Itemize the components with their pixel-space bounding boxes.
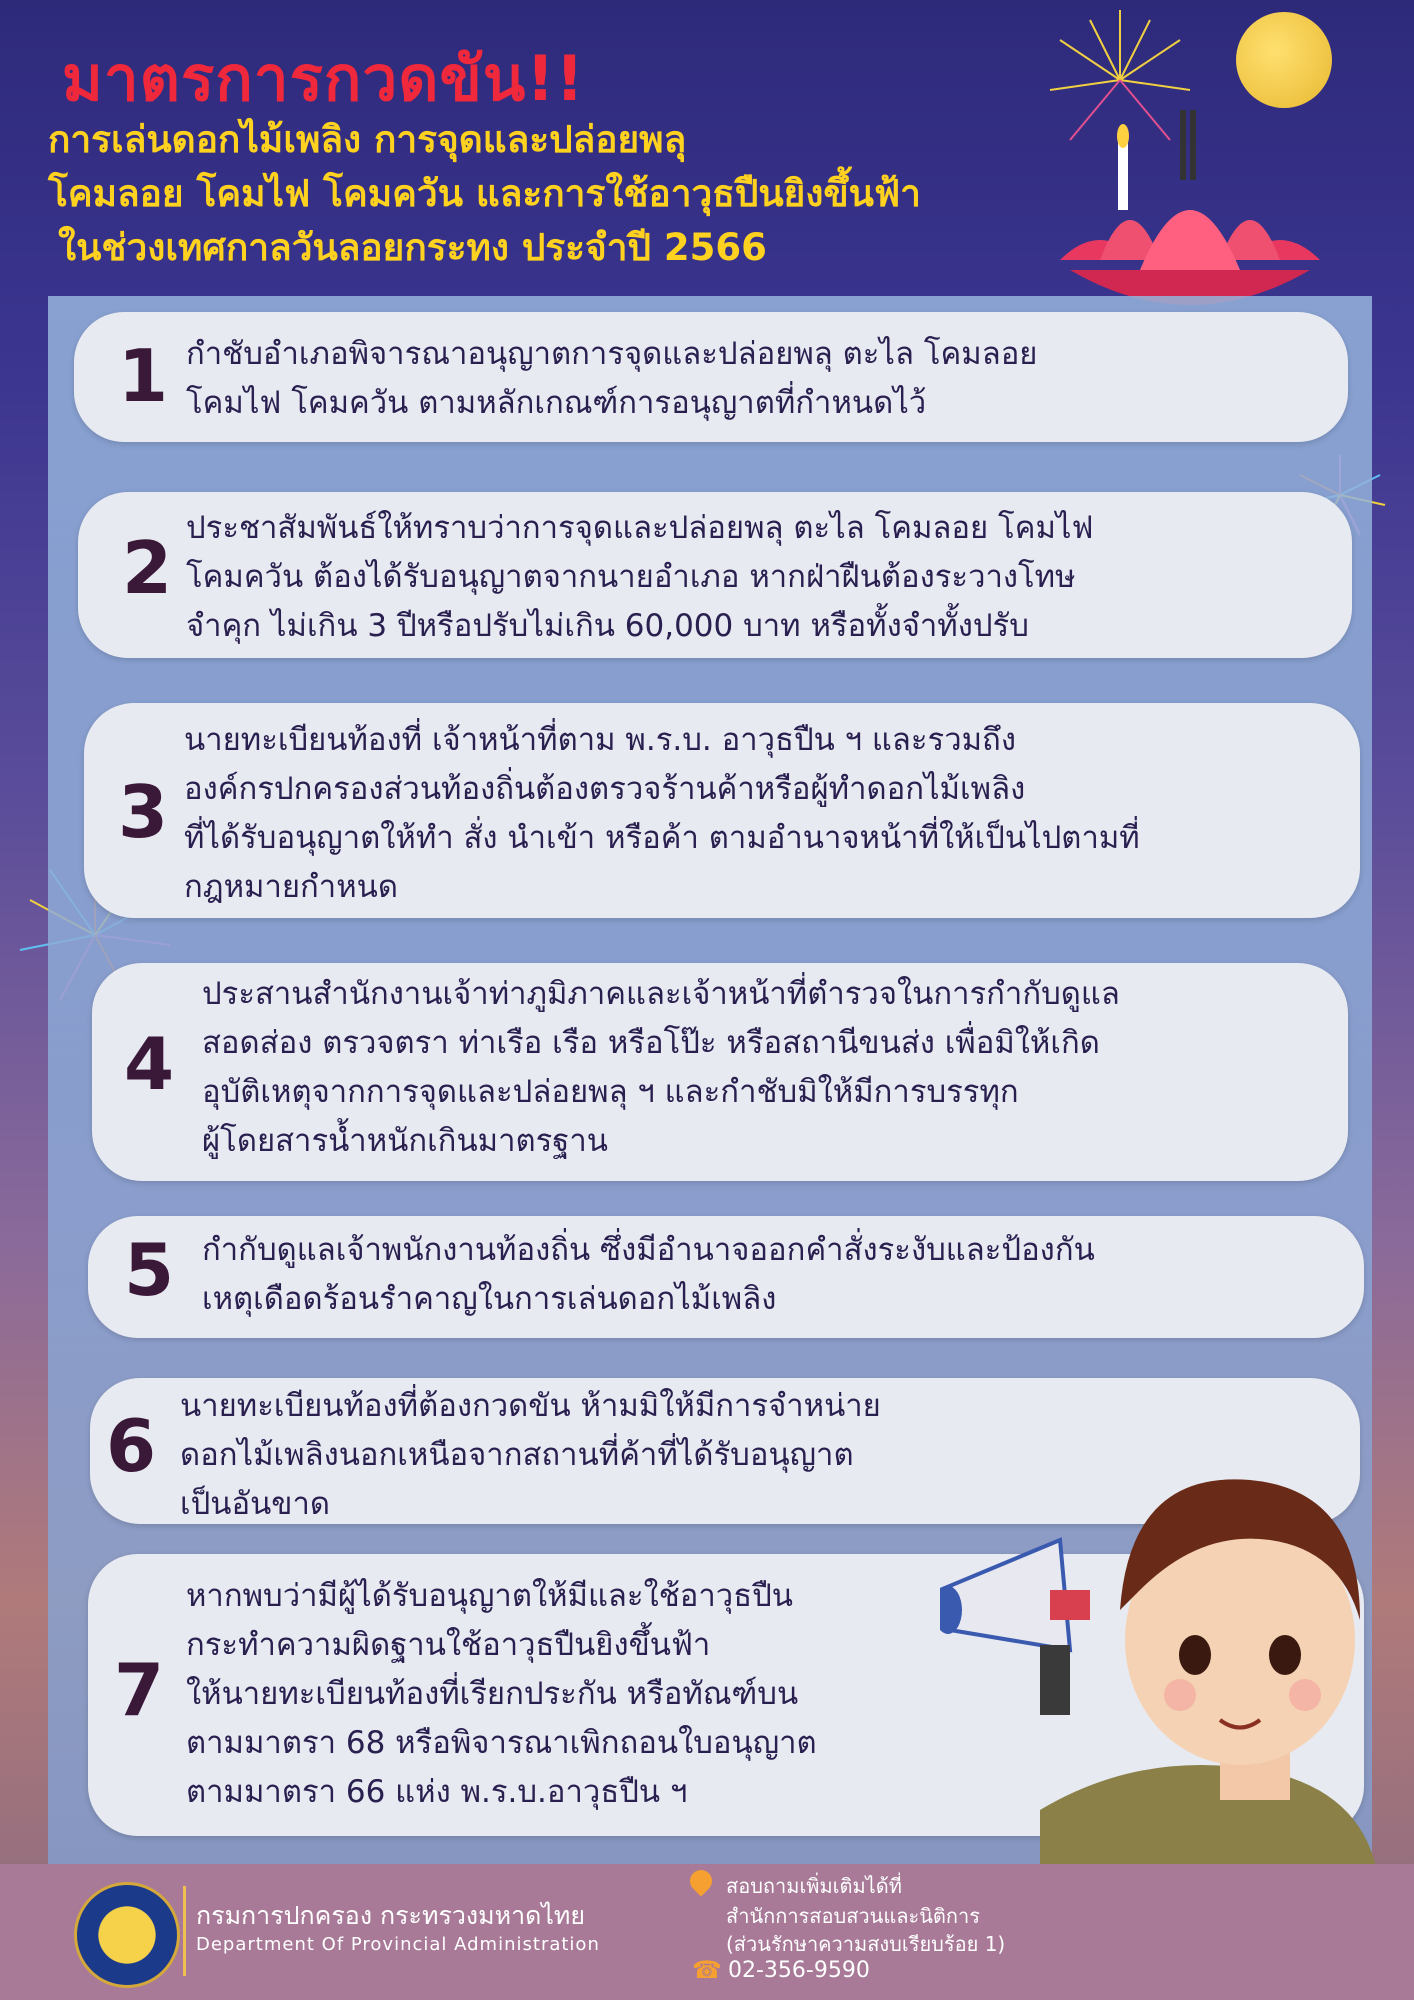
phone-icon: ☎ xyxy=(692,1956,722,1984)
dopa-seal-icon xyxy=(74,1882,180,1988)
page-title: มาตรการกวดขัน!! xyxy=(62,42,585,115)
measure-number-7: 7 xyxy=(114,1648,165,1732)
measure-number-1: 1 xyxy=(118,334,169,418)
measure-text-2: ประชาสัมพันธ์ให้ทราบว่าการจุดและปล่อยพลุ ตะไล โคมลอย โคมไฟ โคมควัน ต้องได้รับอนุญาตจากนายอำเภอ หากฝ่าฝืนต้องระวางโทษ จำคุก ไม่เกิน 3 ปีหรือปรับไม่เกิน 60,000 บาท หรือทั้งจำทั้งปรับ xyxy=(186,510,1094,644)
department-name-en: Department Of Provincial Administration xyxy=(196,1934,600,1955)
subtitle-line-1: การเล่นดอกไม้เพลิง การจุดและปล่อยพลุ xyxy=(48,118,687,161)
footer-divider xyxy=(183,1886,186,1976)
measure-text-4: ประสานสำนักงานเจ้าท่าภูมิภาคและเจ้าหน้าที่ตำรวจในการกำกับดูแล สอดส่อง ตรวจตรา ท่าเรือ เรือ หรือโป๊ะ หรือสถานีขนส่ง เพื่อมิให้เกิด อุบัติเหตุจากการจุดและปล่อยพลุ ฯ และกำชับมิให้มีการบรรทุก ผู้โดยสารน้ำหนักเกินมาตรฐาน xyxy=(202,976,1120,1159)
measure-number-2: 2 xyxy=(122,526,173,610)
measure-number-6: 6 xyxy=(106,1404,157,1488)
krathong-icon xyxy=(1040,110,1340,310)
measure-text-3: นายทะเบียนท้องที่ เจ้าหน้าที่ตาม พ.ร.บ. อาวุธปืน ฯ และรวมถึง องค์กรปกครองส่วนท้องถิ่นต้องตรวจร้านค้าหรือผู้ทำดอกไม้เพลิง ที่ได้รับอนุญาตให้ทำ สั่ง นำเข้า หรือค้า ตามอำนาจหน้าที่ให้เป็นไปตามที่ กฎหมายกำหนด xyxy=(184,722,1140,905)
subtitle-line-3: ในช่วงเทศกาลวันลอยกระทง ประจำปี 2566 xyxy=(58,226,767,269)
measure-text-6: นายทะเบียนท้องที่ต้องกวดขัน ห้ามมิให้มีการจำหน่าย ดอกไม้เพลิงนอกเหนือจากสถานที่ค้าที่ได้รับอนุญาต เป็นอันขาด xyxy=(180,1388,881,1522)
measure-number-3: 3 xyxy=(118,770,169,854)
contact-line-1: สอบถามเพิ่มเติมได้ที่ xyxy=(726,1874,902,1898)
measure-number-4: 4 xyxy=(124,1022,175,1106)
department-name-th: กรมการปกครอง กระทรวงมหาดไทย xyxy=(196,1901,586,1930)
measure-text-7: หากพบว่ามีผู้ได้รับอนุญาตให้มีและใช้อาวุธปืน กระทำความผิดฐานใช้อาวุธปืนยิงขึ้นฟ้า ให้นายทะเบียนท้องที่เรียกประกัน หรือทัณฑ์บน ตามมาตรา 68 หรือพิจารณาเพิกถอนใบอนุญาต ตามมาตรา 66 แห่ง พ.ร.บ.อาวุธปืน ฯ xyxy=(186,1578,817,1810)
measure-text-5: กำกับดูแลเจ้าพนักงานท้องถิ่น ซึ่งมีอำนาจออกคำสั่งระงับและป้องกัน เหตุเดือดร้อนรำคาญในการเล่นดอกไม้เพลิง xyxy=(202,1232,1095,1317)
contact-line-2: สำนักการสอบสวนและนิติการ xyxy=(726,1904,980,1928)
moon-icon xyxy=(1236,12,1332,108)
subtitle-line-2: โคมลอย โคมไฟ โคมควัน และการใช้อาวุธปืนยิงขึ้นฟ้า xyxy=(48,172,921,215)
contact-line-3: (ส่วนรักษาความสงบเรียบร้อย 1) xyxy=(726,1932,1006,1956)
measure-text-1: กำชับอำเภอพิจารณาอนุญาตการจุดและปล่อยพลุ ตะไล โคมลอย โคมไฟ โคมควัน ตามหลักเกณฑ์การอนุญาตที่กำหนดไว้ xyxy=(186,336,1038,421)
contact-phone[interactable]: 02-356-9590 xyxy=(728,1958,870,1983)
measure-number-5: 5 xyxy=(124,1228,175,1312)
